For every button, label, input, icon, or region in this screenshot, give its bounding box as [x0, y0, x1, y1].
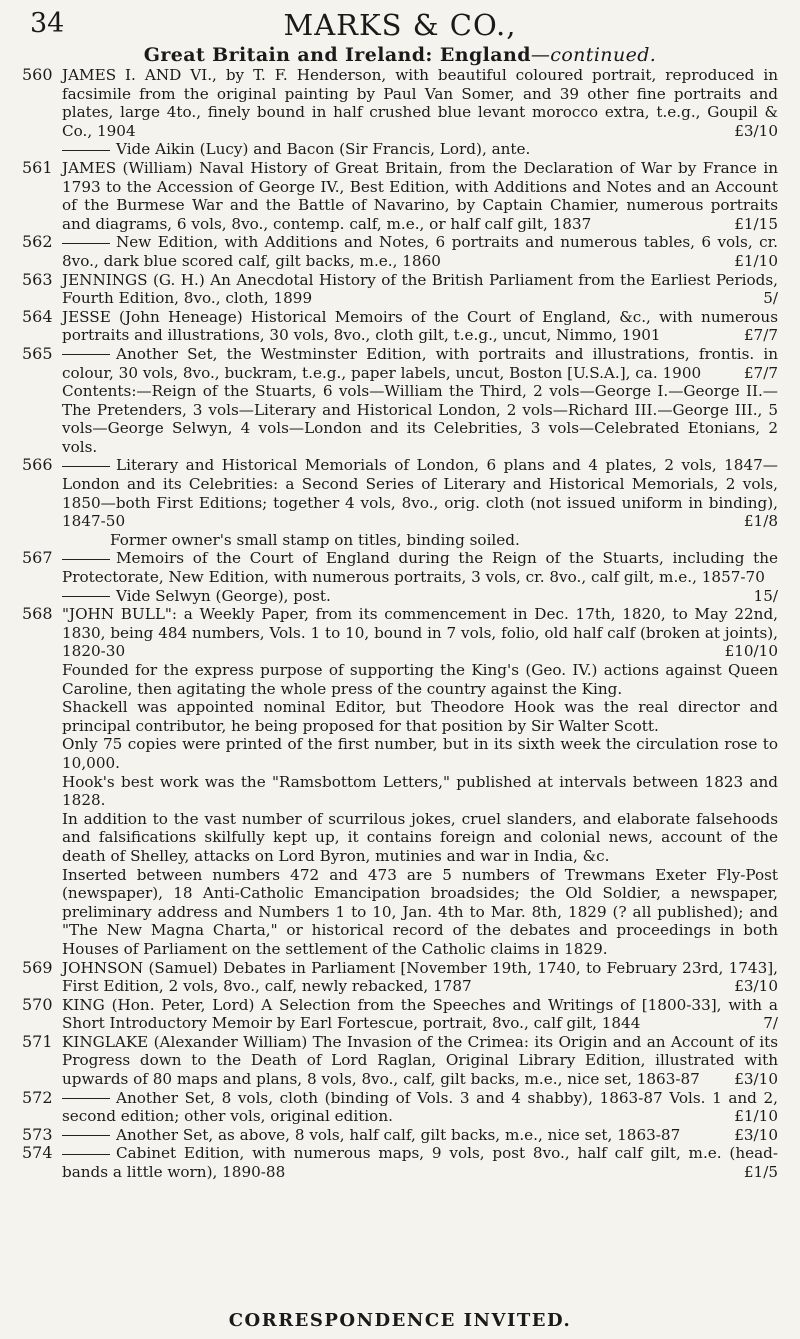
catalogue-entry [0, 605, 800, 661]
entry-number: 572 [22, 1087, 53, 1107]
entry-price: 5/ [763, 289, 778, 308]
catalogue-entry [0, 1089, 800, 1126]
catalogue-entry [0, 140, 800, 159]
entry-text: Another Set, 8 vols, cloth (binding of Vols. 3 and 4 shabby), 1863-87 Vols. 1 and 2, second edition; other vols, original edition. [62, 1088, 778, 1126]
entry-text: JESSE (John Heneage) Historical Memoirs of the Court of England, &c., with numerous portraits and illustrations, 30 vols, 8vo., cloth gilt, t.e.g., uncut, Nimmo, 1901 [62, 307, 778, 345]
john-bull-note: In addition to the vast number of scurrilous jokes, cruel slanders, and elaborate falsehoods and falsifications skilfully kept up, it contains foreign and colonial news, account of the death of Shelley, attacks on Lord Byron, mutinies and war in India, &c. [62, 809, 778, 865]
entry-number: 567 [22, 548, 53, 568]
entry-price: 7/ [763, 1014, 778, 1033]
john-bull-note: Inserted between numbers 472 and 473 are 5 numbers of Trewmans Exeter Fly-Post (newspaper), 18 Anti-Catholic Emancipation broadsides; the Old Soldier, a newspaper, preliminary address and Numbers 1 to 10, Jan. 4th to Mar. 8th, 1829 (? all published); and "The New Magna Charta," or historical record of the debates and proceedings in both Houses of Parliament on the settlement of the Catholic claims in 1829. [62, 865, 778, 958]
entry-text: JAMES (William) Naval History of Great Britain, from the Declaration of War by France in 1793 to the Accession of George IV., Best Edition, with Additions and Notes and an Account of the Burmese War and the Battle of Navarino, by Captain Chamier, numerous portraits and diagrams, 6 vols, 8vo., contemp. calf, m.e., or half calf gilt, 1837 [62, 158, 778, 233]
entry-price: £7/7 [743, 326, 778, 345]
section-title [0, 44, 800, 66]
entry-text: Vide Selwyn (George), post. [116, 586, 331, 605]
john-bull-note: Hook's best work was the "Ramsbottom Letters," published at intervals between 1823 and 1828. [62, 772, 778, 810]
entry-price: £1/10 [734, 1107, 778, 1126]
entry-price: £1/8 [743, 512, 778, 531]
entry-number: 561 [22, 157, 53, 177]
catalogue-entry [0, 271, 800, 308]
entry-number: 564 [22, 306, 53, 326]
entry-number: 568 [22, 604, 53, 624]
catalogue-entry [0, 66, 800, 140]
ditto-rule [62, 559, 110, 560]
entry-price: 15/ [753, 586, 778, 605]
entry-number: 569 [22, 957, 53, 977]
entry-text: KINGLAKE (Alexander William) The Invasion of the Crimea: its Origin and an Account of its Progress down to the Death of Lord Raglan, Original Library Edition, illustrated with upwards of 80 maps and plans, 8 vols, 8vo., calf, gilt backs, m.e., nice set, 1863-87 [62, 1032, 778, 1089]
catalogue-entry [0, 996, 800, 1033]
entry-text: "JOHN BULL": a Weekly Paper, from its commencement in Dec. 17th, 1820, to May 22nd, 1830, being 484 numbers, Vols. 1 to 10, bound in 7 vols, folio, old half calf (broken at joints), 1820-30 [62, 605, 778, 661]
running-head: MARKS & CO., [283, 8, 517, 42]
catalogue-entry [0, 233, 800, 270]
entry-price: £10/10 [724, 642, 778, 661]
entry-text: Another Set, as above, 8 vols, half calf, gilt backs, m.e., nice set, 1863-87 [116, 1125, 681, 1144]
john-bull-notes [0, 661, 800, 959]
ditto-rule [62, 1135, 110, 1136]
john-bull-note: Founded for the express purpose of supporting the King's (Geo. IV.) actions against Queen Caroline, then agitating the whole press of the country against the King. [62, 661, 778, 698]
entry-text: New Edition, with Additions and Notes, 6 portraits and numerous tables, 6 vols, cr. 8vo., dark blue scored calf, gilt backs, m.e., 1860 [62, 233, 778, 270]
entry-number: 560 [22, 65, 53, 84]
catalogue-entry [0, 159, 800, 233]
catalogue-entry [0, 587, 800, 606]
owner-note: Former owner's small stamp on titles, binding soiled. [110, 530, 520, 549]
contents-note: Contents:—Reign of the Stuarts, 6 vols—William the Third, 2 vols—George I.—George II.—The Pretenders, 3 vols—Literary and Historical London, 2 vols—Richard III.—George III., 5 vols—George Selwyn, 4 vols—London and its Celebrities, 3 vols—Celebrated Etonians, 2 vols. [62, 382, 778, 456]
page-number: 34 [30, 8, 65, 39]
entry-text: Another Set, the Westminster Edition, with portraits and illustrations, frontis. in colour, 30 vols, 8vo., buckram, t.e.g., paper labels, uncut, Boston [U.S.A.], ca. 1900 [62, 344, 778, 382]
entry-price: £1/15 [734, 214, 778, 233]
entry-number: 563 [22, 269, 53, 289]
entry-text: Memoirs of the Court of England during the Reign of the Stuarts, including the Protectorate, New Edition, with numerous portraits, 3 vols, cr. 8vo., calf gilt, m.e., 1857-70 [62, 549, 778, 587]
catalogue-entry [0, 959, 800, 996]
entry-number: 573 [22, 1124, 53, 1144]
ditto-rule [62, 596, 110, 597]
section-title-continued: —continued. [530, 44, 657, 66]
ditto-rule [62, 1154, 110, 1155]
entry-number: 571 [22, 1031, 53, 1051]
entry-text: Cabinet Edition, with numerous maps, 9 vols, post 8vo., half calf gilt, m.e. (head-bands a little worn), 1890-88 [62, 1144, 778, 1182]
entry-price: £3/10 [734, 977, 778, 996]
entry-price: £3/10 [734, 1125, 778, 1144]
entry-price: £7/7 [743, 363, 778, 382]
entry-text: JOHNSON (Samuel) Debates in Parliament [November 19th, 1740, to February 23rd, 1743], First Edition, 2 vols, 8vo., calf, newly rebacked, 1787 [62, 958, 778, 996]
catalogue-entry [0, 1126, 800, 1145]
catalogue-entry [0, 1144, 800, 1181]
ditto-rule [62, 150, 110, 151]
entry-price: £3/10 [734, 1070, 778, 1089]
catalogue-entry [0, 308, 800, 345]
john-bull-note: Shackell was appointed nominal Editor, but Theodore Hook was the real director and principal contributor, he being proposed for that position by Sir Walter Scott. [62, 698, 778, 735]
entry-price: £1/10 [734, 251, 778, 270]
page-header [0, 8, 800, 42]
entry-number: 570 [22, 994, 53, 1014]
catalogue-entry [0, 456, 800, 530]
catalogue-entry [0, 345, 800, 382]
entry-number: 566 [22, 455, 53, 475]
ditto-rule [62, 466, 110, 467]
entry-text: Vide Aikin (Lucy) and Bacon (Sir Francis, Lord), ante. [116, 140, 531, 159]
ditto-rule [62, 1098, 110, 1099]
entry-price: £1/5 [743, 1163, 778, 1182]
entry-number: 574 [22, 1143, 53, 1163]
entry-text: JENNINGS (G. H.) An Anecdotal History of the British Parliament from the Earliest Periods, Fourth Edition, 8vo., cloth, 1899 [62, 270, 778, 308]
entry-text: Literary and Historical Memorials of London, 6 plans and 4 plates, 2 vols, 1847—London and its Celebrities: a Second Series of Literary and Historical Memorials, 2 vols, 1850—both First Editions; together 4 vols, 8vo., orig. cloth (not issued uniform in binding), 1847-50 [62, 456, 778, 531]
entry-text: KING (Hon. Peter, Lord) A Selection from the Speeches and Writings of [1800-33], with a Short Introductory Memoir by Earl Fortescue, portrait, 8vo., calf gilt, 1844 [62, 995, 778, 1033]
entry-price: £3/10 [734, 121, 778, 140]
ditto-rule [62, 243, 110, 244]
catalogue-entry [0, 1033, 800, 1089]
john-bull-note: Only 75 copies were printed of the first number, but in its sixth week the circulation rose to 10,000. [62, 735, 778, 772]
footer-correspondence: CORRESPONDENCE INVITED. [228, 1310, 572, 1331]
ditto-rule [62, 354, 110, 355]
entry-number: 562 [22, 232, 53, 252]
entries-list [0, 66, 800, 1182]
entry-text: JAMES I. AND VI., by T. F. Henderson, with beautiful coloured portrait, reproduced in facsimile from the original painting by Paul Van Somer, and 39 other fine portraits and plates, large 4to., finely bound in half crushed blue levant morocco extra, t.e.g., Goupil & Co., 1904 [62, 66, 778, 140]
entry-number: 565 [22, 343, 53, 363]
section-title-text: Great Britain and Ireland: England [143, 44, 531, 66]
